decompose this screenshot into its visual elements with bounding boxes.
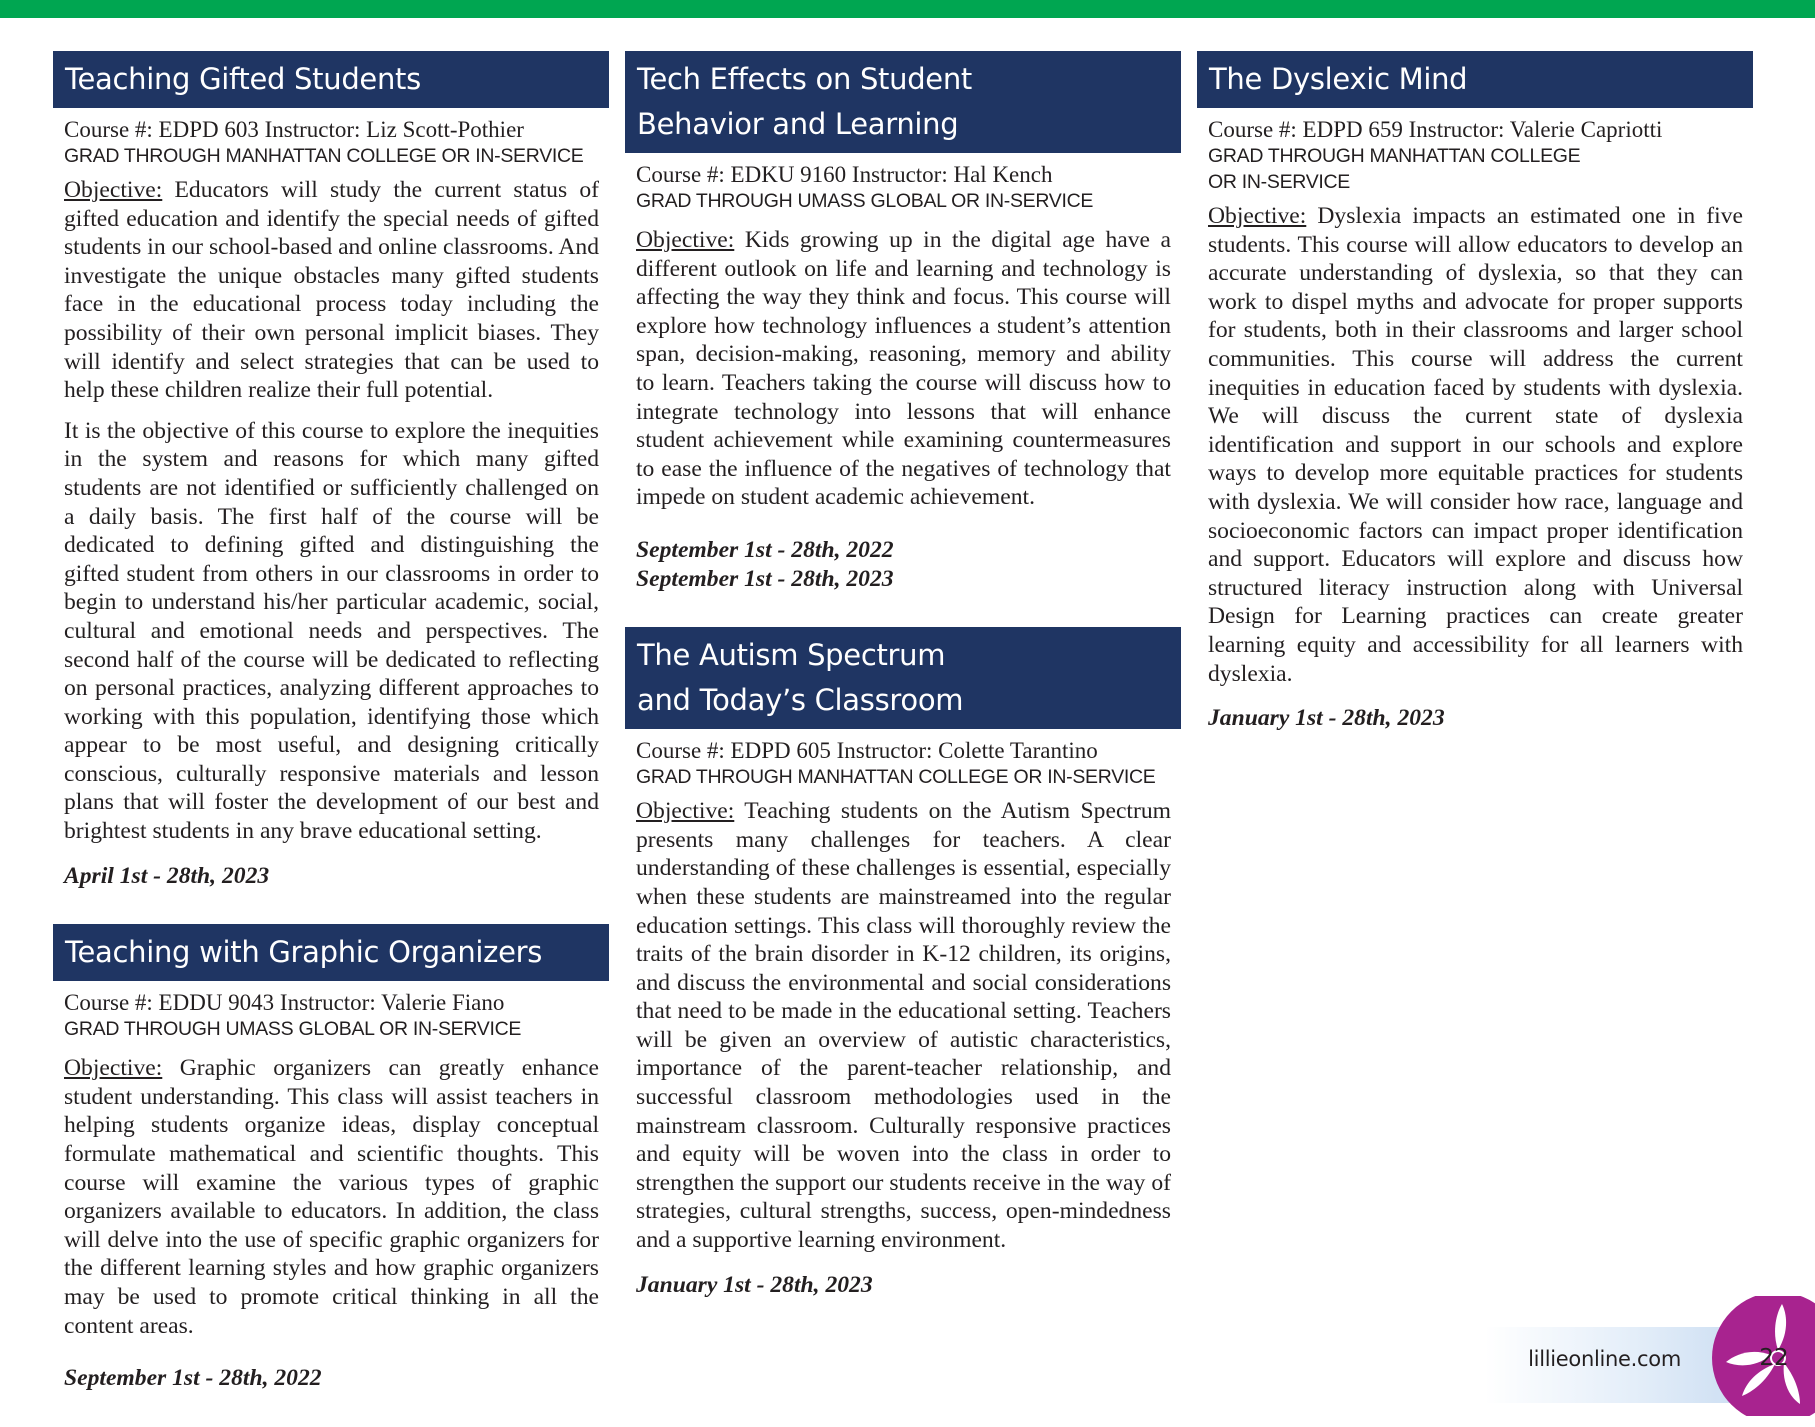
course-dates [64, 862, 599, 891]
course-credit-line: GRAD THROUGH MANHATTAN COLLEGE OR IN-SERVICE [64, 145, 584, 167]
objective-label: Objective: [64, 177, 163, 203]
course-title-line: Teaching with Graphic Organizers [65, 935, 543, 970]
paragraph-text: Educators will study the current status of gifted education and identify the special needs of gifted students in our school-based and online classrooms. And investigate the unique obstacles many gifted students face in the educational process today including the possibility of their own personal implicit biases. They will identify and select strategies that can be used to help these children realize their full potential. [64, 177, 599, 404]
column-3 [1197, 51, 1753, 767]
course-credit-option [636, 188, 1171, 214]
course-title-line: The Autism Spectrum [637, 638, 946, 673]
course-date: September 1st - 28th, 2022 [636, 536, 894, 563]
paragraph-text: Dyslexia impacts an estimated one in five students. This course will allow educators to develop an accurate understanding of dyslexia, so that they can work to dispel myths and advocate for proper supports for students, both in their classrooms and larger school communities. This course will address the current inequities in education faced by students with dyslexia. We will discuss the current state of dyslexia identification and support in our schools and explore ways to develop more equitable practices for students with dyslexia. We will consider how race, language and socioeconomic factors can impact proper identification and support. Educators will explore and discuss how structured literacy instruction along with Universal Design for Learning practices can create greater learning equity and accessibility for all learners with dyslexia. [1208, 203, 1743, 687]
course-credit-line: GRAD THROUGH MANHATTAN COLLEGE OR IN-SERVICE [636, 766, 1156, 789]
course-credit-option [64, 143, 599, 169]
course-description [636, 797, 1171, 1255]
course-credit-line: GRAD THROUGH UMASS GLOBAL OR IN-SERVICE [64, 1018, 522, 1041]
course-description [1208, 202, 1743, 688]
course-number-instructor: Course #: EDPD 603 Instructor: Liz Scott-Pothier [64, 117, 524, 142]
course-title [625, 51, 1181, 153]
course-title-line: The Dyslexic Mind [1209, 62, 1468, 96]
course-number-instructor: Course #: EDDU 9043 Instructor: Valerie Fiano [64, 990, 505, 1016]
paragraph-text: Graphic organizers can greatly enhance student understanding. This class will assist teachers in helping students organize ideas, display conceptual formulate mathematical and scientific thoughts. This course will examine the various types of graphic organizers available to educators. In addition, the class will delve into the use of specific graphic organizers for the different learning styles and how graphic organizers may be used to promote critical thinking in all the content areas. [64, 1055, 599, 1339]
course-credit-line: GRAD THROUGH UMASS GLOBAL OR IN-SERVICE [636, 190, 1094, 212]
course-dyslexic-mind [1197, 51, 1753, 733]
column-2 [625, 51, 1181, 1333]
course-title-line: Teaching Gifted Students [65, 62, 421, 96]
course-credit-option [64, 1016, 599, 1042]
column-1 [53, 51, 609, 1427]
course-number-instructor: Course #: EDKU 9160 Instructor: Hal Kench [636, 162, 1053, 187]
objective-label: Objective: [1208, 203, 1307, 229]
course-title [1197, 51, 1753, 108]
course-dates [636, 536, 1171, 593]
course-date: September 1st - 28th, 2023 [636, 565, 894, 592]
course-dates [636, 1271, 1171, 1300]
course-paragraph [636, 797, 1171, 1255]
footer-website[interactable]: lillieonline.com [1528, 1347, 1681, 1371]
top-color-bar [0, 0, 1815, 18]
page-number: 22 [1759, 1345, 1789, 1371]
course-description [64, 176, 599, 846]
course-credit-line: GRAD THROUGH MANHATTAN COLLEGE [1208, 145, 1581, 167]
course-autism-spectrum [625, 627, 1181, 1299]
course-dates [64, 1364, 599, 1393]
course-title-line: and Today’s Classroom [637, 683, 964, 718]
course-teaching-gifted-students [53, 51, 609, 890]
course-dates [1208, 704, 1743, 733]
objective-label: Objective: [636, 798, 735, 825]
course-credit-line: OR IN-SERVICE [1208, 171, 1351, 193]
course-paragraph: It is the objective of this course to explore the inequities in the system and reasons for which many gifted students are not identified or sufficiently challenged on a daily basis. The first half of the course will be dedicated to defining gifted and distinguishing the gifted student from others in our classrooms in order to begin to understand his/her particular academic, social, cultural and emotional needs and perspectives. The second half of the course will be dedicated to reflecting on personal practices, analyzing different approaches to working with this population, identifying those which appear to be most useful, and designing critically conscious, culturally responsive materials and lesson plans that will foster the development of our best and brightest students in any brave educational setting. [64, 417, 599, 845]
course-paragraph [636, 226, 1171, 512]
course-date: September 1st - 28th, 2022 [64, 1365, 322, 1392]
paragraph-text: Teaching students on the Autism Spectrum presents many challenges for teachers. A clear understanding of these challenges is essential, especially when these students are mainstreamed into the regular education settings. This class will thoroughly review the traits of the brain disorder in K-12 children, its origins, and discuss the environmental and social considerations that need to be made in the educational setting. Teachers will be given an overview of autistic characteristics, importance of the parent-teacher relationship, and successful classroom methodologies used in the mainstream classroom. Culturally responsive practices and equity will be woven into the class in order to strengthen the support our students receive in the way of strategies, cultural strengths, success, open-mindedness and a supportive learning environment. [636, 798, 1171, 1254]
course-title-line: Tech Effects on Student [637, 62, 972, 96]
course-paragraph [1208, 202, 1743, 688]
course-title [53, 924, 609, 981]
course-number-instructor: Course #: EDPD 659 Instructor: Valerie Capriotti [1208, 117, 1663, 142]
course-tech-effects [625, 51, 1181, 593]
course-title [53, 51, 609, 108]
course-date: January 1st - 28th, 2023 [1208, 705, 1445, 732]
objective-label: Objective: [636, 227, 735, 253]
paragraph-text: Kids growing up in the digital age have a different outlook on life and learning and technology is affecting the way they think and focus. This course will explore how technology influences a student’s attention span, decision-making, reasoning, memory and ability to learn. Teachers taking the course will discuss how to integrate technology into lessons that will enhance student achievement while examining countermeasures to ease the influence of the negatives of technology that impede on student academic achievement. [636, 227, 1171, 511]
course-title-line: Behavior and Learning [637, 107, 959, 141]
course-date: April 1st - 28th, 2023 [64, 862, 270, 889]
course-date: January 1st - 28th, 2023 [636, 1271, 873, 1298]
course-description [636, 226, 1171, 512]
course-paragraph [64, 1054, 599, 1340]
course-number-instructor: Course #: EDPD 605 Instructor: Colette Tarantino [636, 738, 1098, 764]
course-credit-option [1208, 143, 1743, 195]
course-description [64, 1054, 599, 1340]
objective-label: Objective: [64, 1055, 163, 1082]
course-title [625, 627, 1181, 729]
course-credit-option [636, 764, 1171, 790]
course-paragraph [64, 176, 599, 405]
course-teaching-with-graphic-organizers [53, 924, 609, 1393]
